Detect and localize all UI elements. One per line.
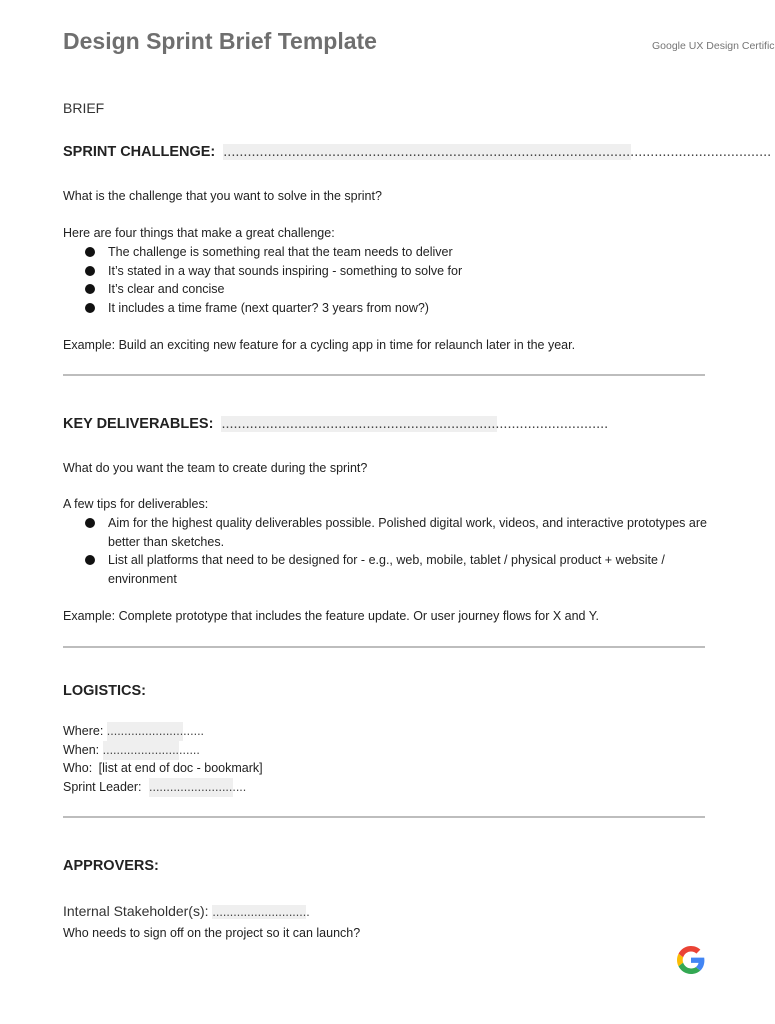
logistics-sprint-leader [63,778,247,797]
bullet-dot-icon [85,284,95,294]
list-item-text: It includes a time frame (next quarter? 3 years from now?) [108,300,429,315]
key-deliverables-blank[interactable]: ................................................................................................ [221,416,609,432]
sprint-challenge-intro: Here are four things that make a great challenge: [63,226,335,240]
approvers-heading: APPROVERS: [63,858,159,874]
list-item-text: It’s stated in a way that sounds inspiring - something to solve for [108,263,463,278]
section-divider [63,816,705,818]
where-blank[interactable]: ............................ [107,722,183,741]
brief-label: BRIEF [63,100,105,116]
key-deliverables-heading-text: KEY DELIVERABLES: [63,416,214,432]
approvers-question: Who needs to sign off on the project so it can launch? [63,926,361,940]
when-label: When: [63,743,100,757]
google-logo-icon [677,946,705,974]
logistics-who [63,759,263,778]
sprint-challenge-example: Example: Build an exciting new feature for a cycling app in time for relaunch later in the year. [63,338,576,352]
who-value[interactable]: [list at end of doc - bookmark] [98,761,263,775]
list-item-text: Aim for the highest quality deliverables possible. Polished digital work, videos, and interactive prototypes are better than sketches. [108,516,707,549]
bullet-dot-icon [85,518,95,528]
who-label: Who: [63,761,93,775]
sprint-challenge-heading-text: SPRINT CHALLENGE: [63,144,216,160]
list-item [63,280,708,299]
section-divider [63,646,705,648]
bullet-dot-icon [85,247,95,257]
key-deliverables-heading [63,416,609,432]
bullet-dot-icon [85,303,95,313]
sprint-challenge-blank[interactable]: ........................................................................................................................................ [223,144,772,160]
section-divider [63,374,705,376]
list-item-text: It’s clear and concise [108,282,225,296]
list-item [63,551,708,588]
sprint-leader-label: Sprint Leader: [63,780,142,794]
list-item [63,514,708,551]
certificate-label: Google UX Design Certific [652,40,775,52]
key-deliverables-question: What do you want the team to create during the sprint? [63,461,368,475]
logistics-where [63,722,205,741]
list-item-text: List all platforms that need to be designed for - e.g., web, mobile, tablet / physical product + website / environment [108,553,665,586]
internal-stakeholder-row [63,903,310,919]
internal-stakeholder-label: Internal Stakeholder(s): [63,903,209,919]
where-label: Where: [63,724,104,738]
key-deliverables-example: Example: Complete prototype that includes the feature update. Or user journey flows for X and Y. [63,609,599,623]
logistics-when [63,741,200,760]
key-deliverables-bullet-list [63,514,708,588]
sprint-leader-blank[interactable]: ............................ [149,778,233,797]
sprint-challenge-question: What is the challenge that you want to solve in the sprint? [63,189,382,203]
bullet-dot-icon [85,266,95,276]
sprint-challenge-heading [63,144,772,160]
bullet-dot-icon [85,555,95,565]
logistics-heading: LOGISTICS: [63,683,146,699]
internal-stakeholder-blank[interactable]: ............................ [212,905,310,919]
key-deliverables-intro: A few tips for deliverables: [63,497,209,511]
when-blank[interactable]: ............................ [103,741,179,760]
list-item [63,262,708,281]
page-title: Design Sprint Brief Template [63,28,377,54]
sprint-challenge-bullet-list [63,243,708,317]
list-item-text: The challenge is something real that the team needs to deliver [108,245,453,259]
list-item [63,299,708,318]
list-item [63,243,708,262]
